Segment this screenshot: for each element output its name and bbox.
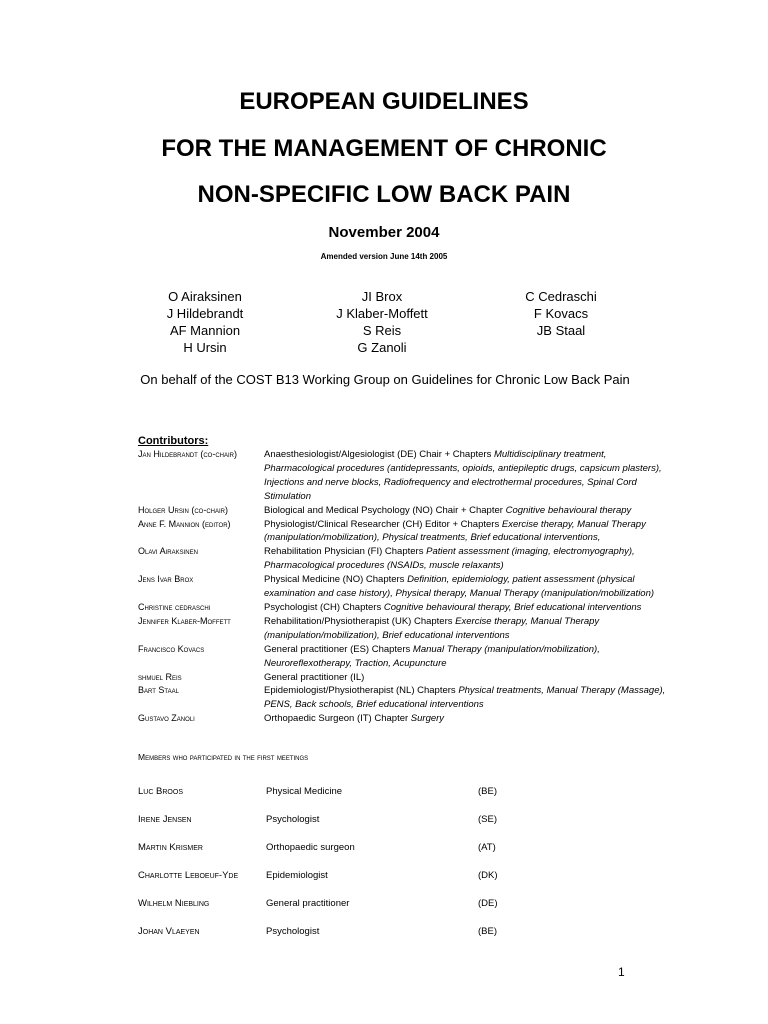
contributor-description	[264, 518, 678, 546]
contributor-row	[138, 518, 678, 546]
member-row	[138, 897, 558, 925]
contributor-name: Anne F. Mannion (editor)	[138, 518, 231, 529]
contributor-description	[264, 643, 678, 671]
author-name: JB Staal	[536, 323, 586, 338]
contributor-name: Jens Ivar Brox	[138, 574, 194, 585]
contributor-description	[264, 615, 678, 643]
working-group-statement: On behalf of the COST B13 Working Group on Guidelines for Chronic Low Back Pain	[140, 372, 630, 387]
member-country: (DE)	[478, 898, 498, 909]
contributor-row	[138, 671, 678, 685]
contributor-description	[264, 601, 678, 615]
contributor-row	[138, 601, 678, 615]
contributor-name: Christine cedraschi	[138, 601, 211, 612]
contributors-heading: Contributors:	[138, 435, 209, 447]
title-line-1: EUROPEAN GUIDELINES	[239, 88, 529, 115]
contributor-name: Olavi Airaksinen	[138, 546, 198, 557]
author-name: AF Mannion	[169, 323, 241, 338]
contributor-row	[138, 684, 678, 712]
contributor-name: Bart Staal	[138, 685, 179, 696]
contributor-row	[138, 643, 678, 671]
members-heading: Members who participated in the first meetings	[138, 752, 309, 762]
publication-date: November 2004	[328, 224, 440, 241]
authors-column-2	[282, 288, 482, 356]
contributor-role: Anaesthesiologist/Algesiologist (DE) Chair + Chapters	[264, 449, 494, 460]
contributor-description	[264, 573, 678, 601]
member-country: (BE)	[478, 926, 497, 937]
contributor-chapters: Cognitive behavioural therapy	[505, 504, 632, 516]
members-table	[138, 785, 558, 953]
member-country: (AT)	[478, 842, 496, 853]
contributor-description	[264, 504, 678, 518]
member-specialty: Physical Medicine	[266, 786, 343, 797]
member-name: Johan Vlaeyen	[138, 926, 200, 937]
member-name: Wilhelm Niebling	[138, 898, 210, 909]
member-name: Martin Krismer	[138, 842, 203, 853]
author-name: C Cedraschi	[525, 289, 597, 304]
member-specialty: Epidemiologist	[266, 870, 328, 881]
member-specialty: Psychologist	[266, 814, 320, 825]
authors-column-3	[461, 288, 661, 339]
contributor-chapters: Patient assessment (imaging, electromyography), Pharmacological procedures (NSAIDs, muscle relaxants)	[264, 546, 635, 572]
contributor-chapters: Cognitive behavioural therapy, Brief educational interventions	[383, 601, 642, 613]
author-name: J Hildebrandt	[166, 306, 244, 321]
author-name: S Reis	[362, 323, 402, 338]
member-specialty: Orthopaedic surgeon	[266, 842, 355, 853]
contributor-row	[138, 615, 678, 643]
contributor-chapters: Physical treatments, Manual Therapy (Massage), PENS, Back schools, Brief educational interventions	[264, 685, 666, 711]
contributor-row	[138, 712, 678, 726]
author-name: JI Brox	[361, 289, 403, 304]
author-name: J Klaber-Moffett	[336, 306, 428, 321]
contributors-list	[138, 448, 678, 726]
member-row	[138, 869, 558, 897]
contributor-chapters: Manual Therapy (manipulation/mobilization), Neuroreflexotherapy, Traction, Acupuncture	[264, 643, 600, 669]
contributor-role: Physiologist/Clinical Researcher (CH) Editor + Chapters	[264, 518, 502, 530]
page-number: 1	[618, 965, 625, 979]
contributor-name: Jan Hildebrandt (co-chair)	[138, 449, 238, 459]
member-specialty: General practitioner	[266, 898, 350, 909]
author-name: G Zanoli	[357, 340, 407, 355]
contributor-role: Physical Medicine (NO) Chapters	[264, 574, 408, 586]
contributor-description	[264, 671, 678, 685]
contributor-row	[138, 448, 678, 504]
member-country: (DK)	[478, 870, 498, 881]
member-row	[138, 841, 558, 869]
member-country: (SE)	[478, 814, 497, 825]
contributor-description	[264, 712, 678, 726]
contributor-role: Biological and Medical Psychology (NO) Chair + Chapter	[264, 504, 506, 516]
member-name: Irene Jensen	[138, 814, 192, 825]
contributor-name: Holger Ursin (co-chair)	[138, 504, 228, 515]
contributor-description	[264, 545, 678, 573]
contributor-role: General practitioner (IL)	[264, 671, 365, 683]
member-name: Charlotte Leboeuf-Yde	[138, 870, 239, 881]
title-line-2: FOR THE MANAGEMENT OF CHRONIC	[161, 135, 607, 162]
contributor-chapters: Multidisciplinary treatment, Pharmacological procedures (antidepressants, opioids, antiepileptic drugs, capsicum plasters), Injections and nerve blocks, Radiofrequency and electrothermal procedures, Spinal Cord Stimulation	[264, 449, 662, 502]
author-name: H Ursin	[183, 340, 227, 355]
authors-column-1	[105, 288, 305, 356]
contributor-name: Gustavo Zanoli	[138, 713, 195, 724]
member-row	[138, 813, 558, 841]
contributor-row	[138, 504, 678, 518]
contributor-chapters: Surgery	[410, 713, 445, 725]
member-country: (BE)	[478, 786, 497, 797]
contributor-row	[138, 545, 678, 573]
contributor-role: Rehabilitation Physician (FI) Chapters	[264, 546, 427, 558]
member-name: Luc Broos	[138, 786, 183, 797]
contributor-row	[138, 573, 678, 601]
contributor-role: Orthopaedic Surgeon (IT) Chapter	[264, 713, 411, 725]
member-specialty: Psychologist	[266, 926, 320, 937]
contributor-role: Epidemiologist/Physiotherapist (NL) Chapters	[264, 685, 459, 697]
contributor-name: shmuel Reis	[138, 671, 182, 682]
contributor-role: Rehabilitation/Physiotherapist (UK) Chapters	[264, 615, 456, 627]
contributor-role: General practitioner (ES) Chapters	[264, 643, 413, 655]
amended-note: Amended version June 14th 2005	[320, 252, 448, 261]
contributor-name: Francisco Kovacs	[138, 643, 205, 654]
contributor-chapters: Definition, epidemiology, patient assessment (physical examination and case history), Physical therapy, Manual Therapy (manipulation/mobilization)	[264, 574, 655, 600]
contributor-chapters: Exercise therapy, Manual Therapy (manipulation/mobilization), Brief educational interventions	[264, 615, 600, 641]
contributor-role: Psychologist (CH) Chapters	[264, 601, 384, 613]
author-name: F Kovacs	[533, 306, 589, 321]
contributor-description	[264, 448, 678, 504]
title-line-3: NON-SPECIFIC LOW BACK PAIN	[197, 181, 571, 208]
contributor-name: Jennifer Klaber-Moffett	[138, 615, 231, 626]
contributor-chapters: Exercise therapy, Manual Therapy (manipulation/mobilization), Physical treatments, Brief educational interventions,	[264, 518, 646, 544]
member-row	[138, 925, 558, 953]
author-name: O Airaksinen	[168, 289, 242, 304]
member-row	[138, 785, 558, 813]
contributor-description	[264, 684, 678, 712]
